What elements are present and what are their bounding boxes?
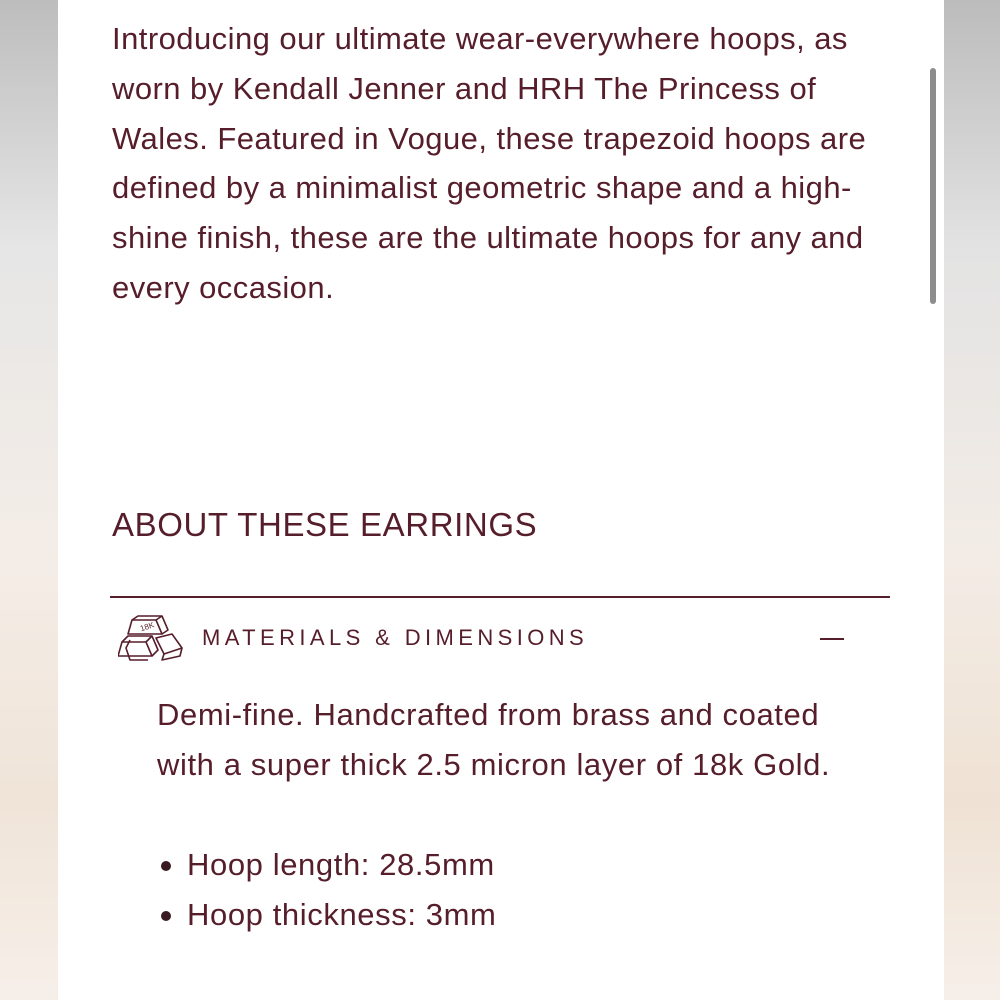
materials-dimensions-content [157, 690, 877, 940]
right-backdrop [944, 0, 1000, 1000]
product-details-panel [58, 0, 944, 1000]
scrollbar-thumb[interactable] [930, 68, 936, 304]
svg-text:18K: 18K [139, 620, 156, 634]
materials-dimensions-title: MATERIALS & DIMENSIONS [202, 625, 589, 650]
dimensions-list [157, 840, 877, 940]
left-backdrop [0, 0, 58, 1000]
product-description: Introducing our ultimate wear-everywhere hoops, as worn by Kendall Jenner and HRH The Princess of Wales. Featured in Vogue, these trapezoid hoops are defined by a minimalist geometric shape and a high-shine finish, these are the ultimate hoops for any and every occasion. [112, 21, 867, 305]
list-item: Hoop length: 28.5mm [157, 840, 877, 890]
section-divider [110, 596, 890, 598]
gold-bars-icon [118, 614, 184, 662]
list-item: Hoop thickness: 3mm [157, 890, 877, 940]
about-earrings-heading: ABOUT THESE EARRINGS [112, 506, 538, 543]
materials-dimensions-accordion-header[interactable] [118, 612, 852, 666]
collapse-minus-icon[interactable] [818, 622, 846, 654]
materials-text: Demi-fine. Handcrafted from brass and coated with a super thick 2.5 micron layer of 18k Gold. [157, 697, 831, 782]
